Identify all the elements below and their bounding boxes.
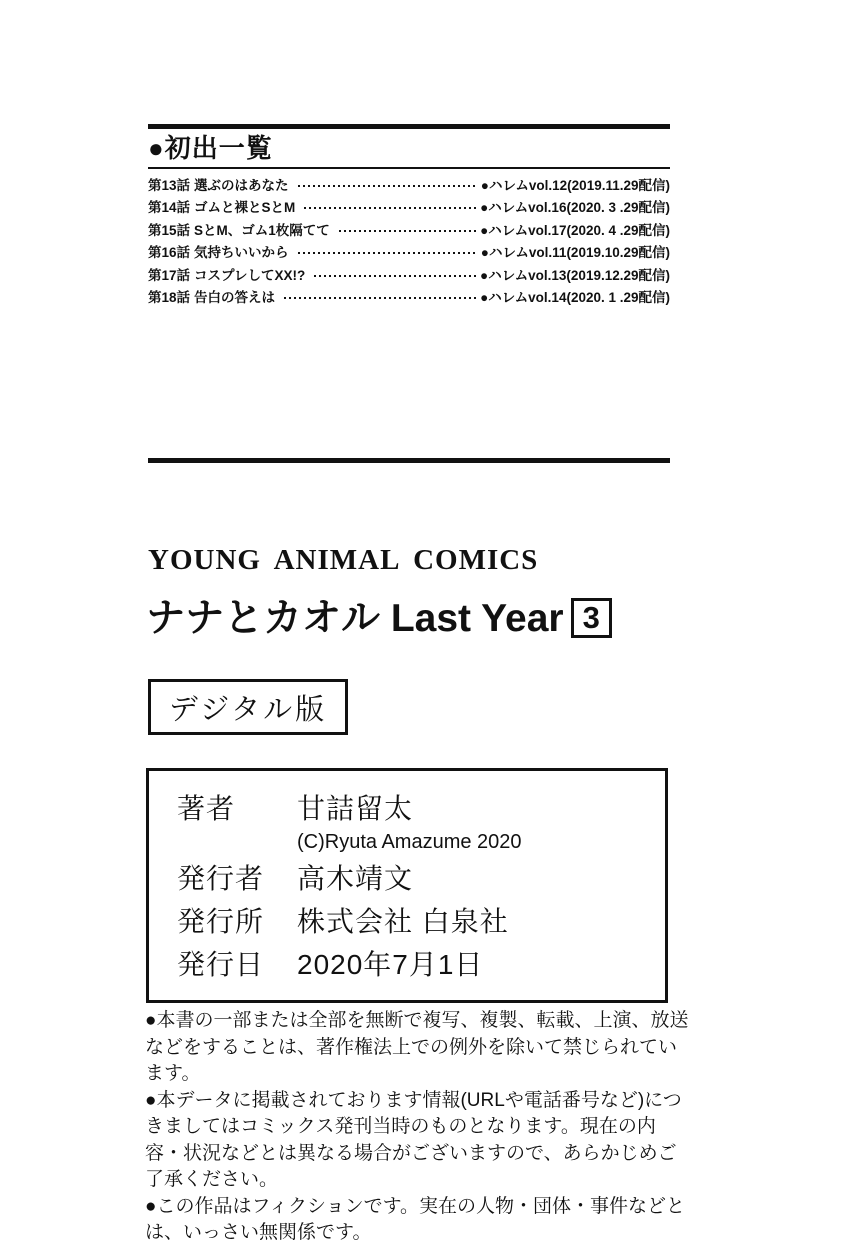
data-currency-notice: ●本データに掲載されております情報(URLや電話番号など)につきましてはコミックス発刊当時のものとなります。現在の内容・状況などとは異なる場合がございますので、あらかじめご了承ください。 [145, 1089, 682, 1190]
chapter-title: 気持ちいいから [194, 245, 289, 261]
first-publication-section [148, 124, 670, 310]
first-publication-heading: ●初出一覧 [148, 133, 273, 163]
digital-edition-label: デジタル版 [168, 693, 328, 726]
chapter-source: ●ハレムvol.16(2020. 3 .29配信) [480, 200, 670, 216]
chapter-source: ●ハレムvol.12(2019.11.29配信) [480, 177, 670, 193]
publisher-company-value: 株式会社 白泉社 [297, 906, 509, 937]
dot-leader [298, 252, 478, 254]
list-item [148, 197, 670, 220]
colophon-row-author [177, 795, 665, 823]
chapter-source: ●ハレムvol.14(2020. 1 .29配信) [480, 290, 670, 306]
colophon-row-publisher-person [177, 865, 665, 893]
chapter-number: 第18話 [148, 290, 191, 306]
list-item [148, 175, 670, 198]
dot-leader [284, 297, 477, 299]
chapter-source: ●ハレムvol.17(2020. 4 .29配信) [480, 222, 670, 238]
publisher-company-label: 発行所 [177, 906, 265, 937]
chapter-number: 第14話 [148, 200, 191, 216]
list-item [148, 220, 670, 243]
first-publication-list [148, 175, 670, 310]
author-value: 甘詰留太 [297, 793, 414, 824]
heading-underline [148, 167, 670, 169]
digital-edition-badge [148, 679, 348, 735]
list-item [148, 242, 670, 265]
chapter-number: 第15話 [148, 222, 191, 238]
chapter-source: ●ハレムvol.13(2019.12.29配信) [480, 267, 670, 283]
list-item [148, 287, 670, 310]
publication-date-label: 発行日 [177, 949, 265, 980]
author-label: 著者 [177, 793, 236, 824]
publisher-person-label: 発行者 [177, 863, 265, 894]
copyright-notice: ●本書の一部または全部を無断で複写、複製、転載、上演、放送などをすることは、著作権法上での例外を除いて禁じられています。 [145, 1010, 689, 1084]
chapter-title: 告白の答えは [194, 290, 275, 306]
fiction-disclaimer: ●この作品はフィクションです。実在の人物・団体・事件などとは、いっさい無関係です。 [145, 1195, 686, 1243]
dot-leader [314, 275, 477, 277]
colophon-row-publisher-company [177, 908, 665, 936]
book-title [146, 597, 612, 642]
publisher-person-value: 高木靖文 [297, 863, 414, 894]
legal-notices [145, 1008, 693, 1247]
colophon-box [146, 768, 668, 1003]
dot-leader [339, 230, 477, 232]
chapter-title: 選ぶのはあなた [194, 177, 289, 193]
chapter-title: コスプレしてXX!? [194, 267, 306, 283]
dot-leader [304, 207, 477, 209]
colophon-row-publication-date [177, 951, 665, 979]
chapter-title: ゴムと裸とSとM [194, 200, 296, 216]
publication-date-value: 2020年7月1日 [297, 949, 484, 980]
top-rule [148, 124, 670, 129]
chapter-number: 第16話 [148, 245, 191, 261]
copyright-note: (C)Ryuta Amazume 2020 [297, 831, 522, 853]
section-divider-rule [148, 458, 670, 463]
chapter-source: ●ハレムvol.11(2019.10.29配信) [480, 245, 670, 261]
dot-leader [298, 185, 478, 187]
chapter-number: 第13話 [148, 177, 191, 193]
list-item [148, 265, 670, 288]
series-label: YOUNG ANIMAL COMICS [148, 544, 539, 576]
book-title-text: ナナとカオル Last Year [146, 597, 564, 640]
chapter-title: SとM、ゴム1枚隔てて [194, 222, 330, 238]
volume-number: 3 [571, 598, 612, 638]
chapter-number: 第17話 [148, 267, 191, 283]
